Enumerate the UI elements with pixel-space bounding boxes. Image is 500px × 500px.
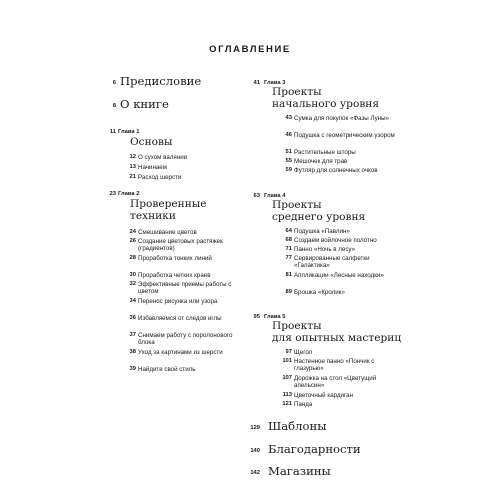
toc-subitem[interactable]	[129, 366, 196, 373]
subitem-label: Цветочный кардиган	[294, 392, 353, 399]
chapter-label: Глава 1	[118, 129, 140, 135]
subitem-label: Подушка с геометрическим узором	[294, 132, 395, 139]
toc-subitem[interactable]	[129, 164, 168, 171]
toc-subitem[interactable]	[129, 174, 182, 181]
page-number: 23	[109, 191, 116, 197]
page-number: 97	[285, 349, 292, 355]
toc-subitem[interactable]	[282, 375, 404, 390]
subitem-label: Панда	[294, 401, 313, 408]
page-number: 89	[285, 289, 292, 295]
entry-title: О книге	[120, 97, 169, 111]
subitem-label: Футляр для солнечных очков	[294, 167, 378, 174]
page-number: 140	[250, 448, 260, 454]
page-number: 95	[253, 314, 260, 320]
subitem-label: Уход за картинами из шерсти	[138, 349, 223, 356]
subitem-label: Дорожка на стол «Цветущий апельсин»	[294, 375, 377, 390]
chapter-title-line-1: Проекты	[272, 320, 322, 332]
page-number: 55	[285, 158, 292, 164]
toc-subitem[interactable]	[129, 272, 211, 279]
toc-subitem[interactable]	[285, 255, 404, 270]
page-number: 121	[282, 401, 292, 407]
toc-subitem[interactable]	[129, 255, 212, 262]
subitem-label: Избавляемся от следов иглы	[138, 315, 222, 322]
page-number: 63	[253, 193, 260, 199]
page-number: 81	[285, 272, 292, 278]
toc-subitem[interactable]	[282, 358, 404, 373]
subitem-label: Эффективные приемы работы с цветом	[138, 281, 232, 296]
toc-subitem[interactable]	[285, 115, 389, 122]
page-number: 21	[129, 174, 136, 180]
page-number: 24	[129, 229, 136, 235]
chapter-label: Глава 3	[264, 80, 286, 86]
subitem-label: Щегол	[294, 349, 313, 356]
subitem-label: О сухом валянии	[138, 154, 188, 161]
chapter-title: Основы	[130, 136, 173, 148]
subitem-label: Проработка тонких линий	[138, 255, 212, 262]
page-number: 41	[253, 80, 260, 86]
page-number: 107	[282, 375, 292, 381]
page-number: 101	[282, 358, 292, 364]
toc-subitem[interactable]	[285, 289, 345, 296]
chapter-label: Глава 5	[264, 314, 286, 320]
subitem-label: Настенное панно «Пончик с глазурью»	[294, 358, 375, 373]
subitem-label: Подушка «Павлин»	[294, 228, 350, 235]
toc-subitem[interactable]	[285, 237, 377, 244]
subitem-label: Снимаем работу с поролонового блока	[138, 332, 233, 347]
page-number: 36	[129, 315, 136, 321]
chapter-title-line-2: техники	[130, 210, 176, 222]
chapter-label: Глава 4	[264, 193, 286, 199]
page-number: 68	[285, 237, 292, 243]
subitem-label: Найдите свой стиль	[138, 366, 196, 373]
page-number: 59	[285, 167, 292, 173]
toc-subitem[interactable]	[285, 132, 395, 139]
subitem-label: Начинаем	[138, 164, 168, 171]
chapter-title-line-2: среднего уровня	[272, 211, 366, 223]
toc-subitem[interactable]	[129, 238, 248, 253]
toc-subitem[interactable]	[282, 401, 313, 408]
entry-title: Шаблоны	[268, 419, 327, 433]
page-number: 113	[282, 392, 292, 398]
entry-title: Предисловие	[120, 74, 202, 88]
chapter-title-line-2: для опытных мастериц	[272, 332, 402, 344]
subitem-label: Панно «Ночь в лесу»	[294, 246, 356, 253]
page-number: 11	[109, 129, 116, 135]
toc-subitem[interactable]	[285, 228, 350, 235]
subitem-label: Мешочек для трав	[294, 158, 348, 165]
page-number: 64	[285, 228, 292, 234]
subitem-label: Расход шерсти	[138, 174, 182, 181]
page-title: ОГЛАВЛЕНИЕ	[209, 44, 291, 55]
page-number: 13	[129, 164, 136, 170]
page-number: 142	[250, 470, 260, 476]
page-number: 38	[129, 349, 136, 355]
subitem-label: Проработка четких краев	[138, 272, 211, 279]
page-number: 6	[112, 80, 116, 86]
page-number: 28	[129, 255, 136, 261]
subitem-label: Брошка «Кролик»	[294, 289, 345, 296]
subitem-label: Создаем войлочное полотно	[294, 237, 377, 244]
toc-subitem[interactable]	[285, 349, 313, 356]
page-number: 71	[285, 246, 292, 252]
subitem-label: Сервированные салфетки «Галактика»	[294, 255, 370, 270]
entry-title: Магазины	[268, 464, 331, 478]
toc-subitem[interactable]	[285, 246, 356, 253]
chapter-label: Глава 2	[118, 191, 140, 197]
toc-subitem[interactable]	[129, 298, 218, 305]
toc-subitem[interactable]	[129, 315, 222, 322]
chapter-title-line-1: Проверенные	[130, 198, 207, 210]
page-number: 34	[129, 298, 136, 304]
chapter-title-line-1: Проекты	[272, 199, 322, 211]
subitem-label: Перенос рисунка или узора	[138, 298, 218, 305]
toc-subitem[interactable]	[129, 281, 248, 296]
page-number: 37	[129, 332, 136, 338]
toc-subitem[interactable]	[129, 332, 248, 347]
subitem-label: Сумка для покупок «Фазы Луны»	[294, 115, 389, 122]
page-number: 129	[250, 425, 260, 431]
entry-title: Благодарности	[268, 442, 361, 456]
page-number: 30	[129, 272, 136, 278]
toc-subitem[interactable]	[129, 349, 223, 356]
page-number: 32	[129, 281, 136, 287]
page-number: 26	[129, 238, 136, 244]
subitem-label: Аппликации «Лесные находки»	[294, 272, 384, 279]
page-number: 46	[285, 132, 292, 138]
page-number: 43	[285, 115, 292, 121]
page-number: 8	[112, 103, 116, 109]
chapter-title-line-1: Проекты	[272, 86, 322, 98]
chapter-title-line-2: начального уровня	[272, 98, 380, 110]
toc-subitem[interactable]	[129, 229, 197, 236]
page-number: 77	[285, 255, 292, 261]
toc-subitem[interactable]	[282, 392, 353, 399]
subitem-label: Смешивание цветов	[138, 229, 197, 236]
subitem-label: Растительные шторы	[294, 149, 356, 156]
toc-subitem[interactable]	[285, 272, 384, 279]
toc-subitem[interactable]	[129, 154, 188, 161]
toc-subitem[interactable]	[285, 149, 356, 156]
subitem-label: Создание цветовых растяжек (градиентов)	[138, 238, 223, 253]
toc-subitem[interactable]	[285, 167, 378, 174]
page-number: 51	[285, 149, 292, 155]
toc-subitem[interactable]	[285, 158, 348, 165]
page-number: 12	[129, 154, 136, 160]
page-number: 39	[129, 366, 136, 372]
